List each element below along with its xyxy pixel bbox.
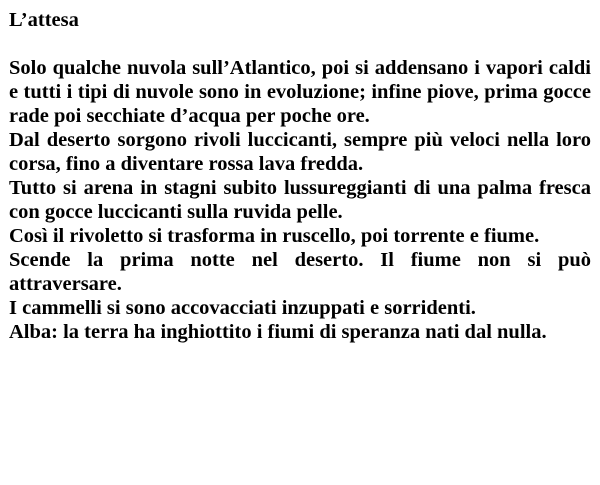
paragraph-3: Tutto si arena in stagni subito lussureggianti di una palma fresca con gocce luccicanti sulla ruvida pelle. <box>9 177 591 223</box>
document-title: L’attesa <box>9 9 79 31</box>
paragraph-7: Alba: la terra ha inghiottito i fiumi di speranza nati dal nulla. <box>9 321 547 343</box>
paragraph-2: Dal deserto sorgono rivoli luccicanti, sempre più veloci nella loro corsa, fino a diventare rossa lava fredda. <box>9 129 591 175</box>
paragraph-6: I cammelli si sono accovacciati inzuppati e sorridenti. <box>9 297 476 319</box>
paragraph-4: Così il rivoletto si trasforma in ruscello, poi torrente e fiume. <box>9 225 540 247</box>
paragraph-1: Solo qualche nuvola sull’Atlantico, poi si addensano i vapori caldi e tutti i tipi di nuvole sono in evoluzione; infine piove, prima gocce rade poi secchiate d’acqua per poche ore. <box>9 57 591 127</box>
paragraph-5: Scende la prima notte nel deserto. Il fiume non si può attraversare. <box>9 249 591 295</box>
